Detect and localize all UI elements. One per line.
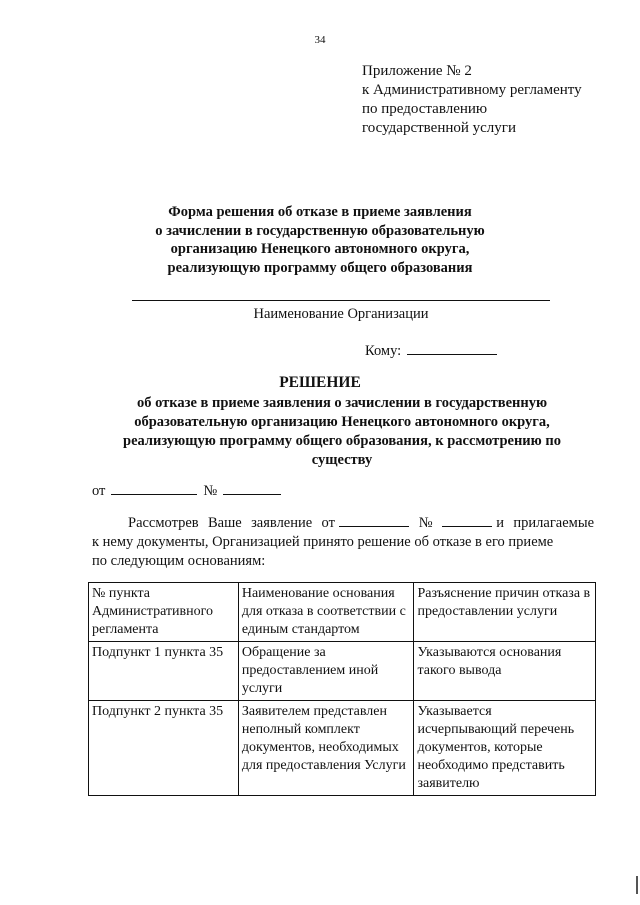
- body-paragraph: [92, 514, 594, 571]
- form-title-line-3: организацию Ненецкого автономного округа,: [170, 241, 470, 257]
- form-title: [60, 203, 580, 277]
- decision-subtitle: [92, 394, 592, 470]
- recipient-blank: [407, 342, 497, 355]
- form-title-line-4: реализующую программу общего образования: [167, 259, 473, 276]
- number-blank: [223, 482, 281, 495]
- decision-subtitle-line-1: об отказе в приеме заявления о зачислении в государственную: [136, 395, 548, 411]
- scan-edge-mark: [636, 876, 638, 894]
- table-cell: Подпункт 1 пункта 35: [89, 642, 239, 701]
- appendix-line-2: к Административному регламенту: [362, 82, 582, 98]
- page-number: 34: [314, 34, 326, 46]
- table-cell: Указываются основания такого вывода: [414, 642, 596, 701]
- table-header-row: [89, 583, 596, 642]
- body-text-part-3: и прилагаемые: [496, 515, 594, 531]
- application-date-blank: [339, 514, 409, 527]
- table-cell: Заявителем представлен неполный комплект документов, необходимых для предоставления Услуги: [238, 701, 414, 796]
- body-text-part-1: Рассмотрев Ваше заявление от: [128, 515, 335, 531]
- form-title-line-2: о зачислении в государственную образовательную: [155, 222, 485, 239]
- decision-subtitle-line-2: образовательную организацию Ненецкого автономного округа,: [134, 414, 550, 430]
- table-row: [89, 642, 596, 701]
- date-label: от: [92, 483, 106, 499]
- recipient-line: [365, 342, 497, 360]
- decision-heading: РЕШЕНИЕ: [279, 374, 361, 391]
- date-blank: [111, 482, 197, 495]
- table-header-cell: Разъяснение причин отказа в предоставлении услуги: [414, 583, 596, 642]
- decision-subtitle-line-4: существу: [311, 452, 373, 468]
- date-number-line: [92, 482, 281, 500]
- organization-caption: Наименование Организации: [253, 306, 429, 322]
- table-row: [89, 701, 596, 796]
- grounds-table: [88, 582, 596, 796]
- form-title-line-1: Форма решения об отказе в приеме заявления: [168, 204, 472, 220]
- table-header-cell: Наименование основания для отказа в соответствии с единым стандартом: [238, 583, 414, 642]
- application-number-blank: [442, 514, 492, 527]
- body-line-3: по следующим основаниям:: [92, 553, 266, 569]
- number-label: №: [203, 483, 218, 499]
- body-line-2: к нему документы, Организацией принято решение об отказе в его приеме: [92, 534, 554, 550]
- appendix-line-3: по предоставлению: [362, 101, 488, 117]
- table-header-cell: № пункта Административного регламента: [89, 583, 239, 642]
- organization-name-line: [132, 300, 550, 301]
- decision-subtitle-line-3: реализующую программу общего образования, к рассмотрению по: [123, 433, 561, 449]
- table-cell: Указывается исчерпывающий перечень документов, которые необходимо представить заявителю: [414, 701, 596, 796]
- body-line-1: [92, 514, 594, 533]
- appendix-header: [362, 62, 582, 138]
- table-cell: Обращение за предоставлением иной услуги: [238, 642, 414, 701]
- table-cell: Подпункт 2 пункта 35: [89, 701, 239, 796]
- appendix-line-4: государственной услуги: [362, 120, 516, 136]
- recipient-label: Кому:: [365, 343, 402, 359]
- body-text-part-2: №: [412, 515, 439, 531]
- appendix-line-1: Приложение № 2: [362, 63, 472, 79]
